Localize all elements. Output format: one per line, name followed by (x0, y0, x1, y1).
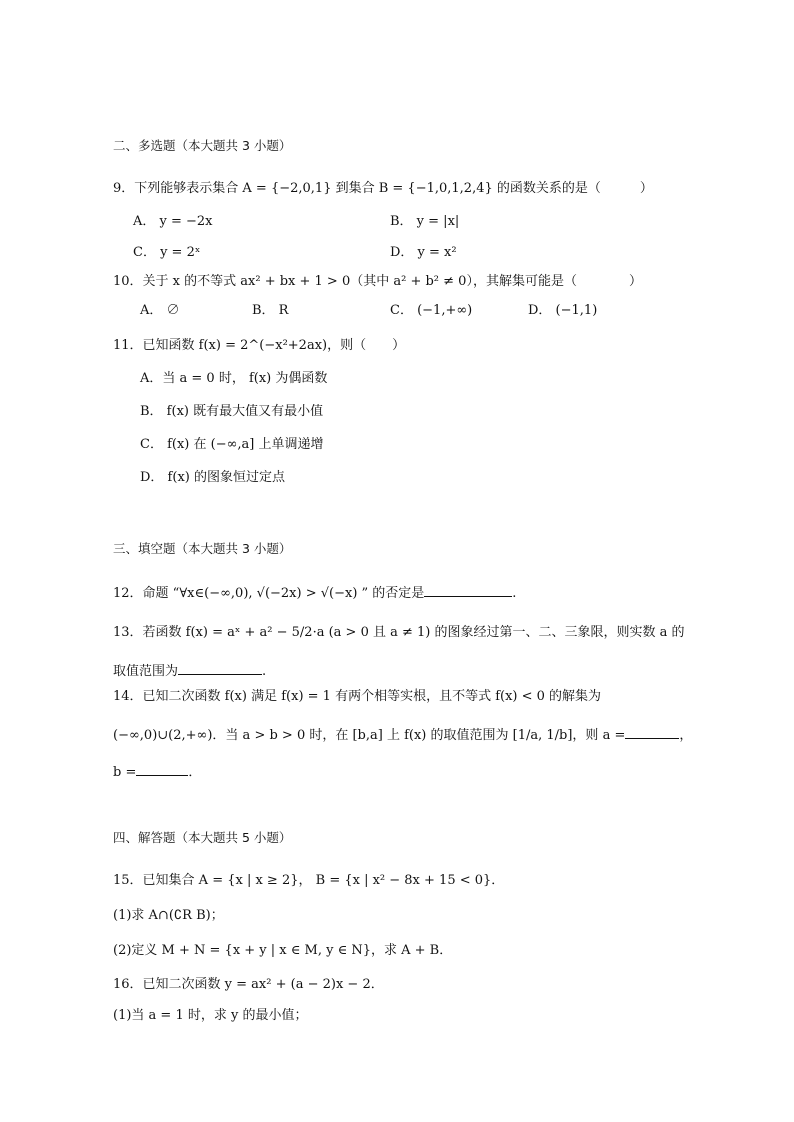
answer-blank-b[interactable] (136, 762, 188, 776)
question-13-line-1: 13．若函数 f(x) = aˣ + a² − 5/2·a (a > 0 且 a ≠ 1) 的图象经过第一、二、三象限，则实数 a 的 (113, 625, 685, 640)
question-13-line-2 (113, 661, 266, 681)
question-11-option-c: C． f(x) 在 (−∞,a] 上单调递增 (140, 437, 324, 452)
question-13-end: . (262, 664, 267, 679)
question-9-stem: 9．下列能够表示集合 A = {−2,0,1} 到集合 B = {−1,0,1,2,4} 的函数关系的是（ ） (113, 181, 653, 196)
section-title-fill-blank: 三、填空题（本大题共 3 小题） (113, 541, 292, 556)
question-11-option-a: A．当 a = 0 时， f(x) 为偶函数 (140, 371, 328, 386)
question-14-text: (−∞,0)∪(2,+∞)．当 a > b > 0 时，在 [b,a] 上 f(x) 的取值范围为 [1/a, 1/b]，则 a = (113, 728, 626, 743)
question-16-part-1: (1)当 a = 1 时，求 y 的最小值； (113, 1008, 308, 1023)
question-14-line-1: 14．已知二次函数 f(x) 满足 f(x) = 1 有两个相等实根，且不等式 f(x) < 0 的解集为 (113, 689, 602, 704)
question-10-option-a: A． ∅ (140, 303, 180, 318)
question-9-option-d: D． y = x² (390, 245, 457, 260)
question-14-line-3 (113, 762, 201, 782)
question-11-stem: 11．已知函数 f(x) = 2^(−x²+2ax)，则（ ） (113, 338, 406, 353)
question-9-option-b: B． y = |x| (390, 214, 460, 229)
question-14-line-2 (113, 725, 692, 745)
question-12-end: . (512, 586, 517, 601)
question-15-stem: 15．已知集合 A = {x | x ≥ 2}， B = {x | x² − 8x + 15 < 0}． (113, 873, 505, 888)
question-10-stem: 10．关于 x 的不等式 ax² + bx + 1 > 0（其中 a² + b² ≠ 0），其解集可能是（ ） (113, 274, 642, 289)
question-10-option-c: C． (−1,+∞) (390, 303, 473, 318)
question-11-option-b: B． f(x) 既有最大值又有最小值 (140, 404, 324, 419)
question-9-option-a: A． y = −2x (133, 214, 213, 229)
question-16-stem: 16．已知二次函数 y = ax² + (a − 2)x − 2． (113, 977, 384, 992)
question-10-option-d: D． (−1,1) (528, 303, 598, 318)
question-11-option-d: D． f(x) 的图象恒过定点 (140, 470, 285, 485)
section-title-multi-choice: 二、多选题（本大题共 3 小题） (113, 138, 292, 153)
answer-blank[interactable] (424, 583, 512, 597)
question-14-b-label: b = (113, 765, 137, 780)
section-title-solve: 四、解答题（本大题共 5 小题） (113, 830, 292, 845)
question-13-label: 取值范围为 (113, 664, 179, 679)
question-14-comma: ， (679, 728, 693, 743)
question-15-part-2: (2)定义 M + N = {x + y | x ∈ M, y ∈ N}，求 A + B． (113, 943, 453, 958)
question-12-text: 12．命题 “∀x∈(−∞,0), √(−2x) > √(−x) ” 的否定是 (113, 586, 425, 601)
question-15-part-1: (1)求 A∩(∁R B)； (113, 908, 224, 923)
question-10-option-b: B． R (252, 303, 289, 318)
answer-blank-a[interactable] (625, 725, 679, 739)
question-14-end: ． (188, 765, 202, 780)
answer-blank[interactable] (178, 661, 262, 675)
question-9-option-c: C． y = 2ˣ (133, 245, 201, 260)
question-12 (113, 583, 516, 603)
